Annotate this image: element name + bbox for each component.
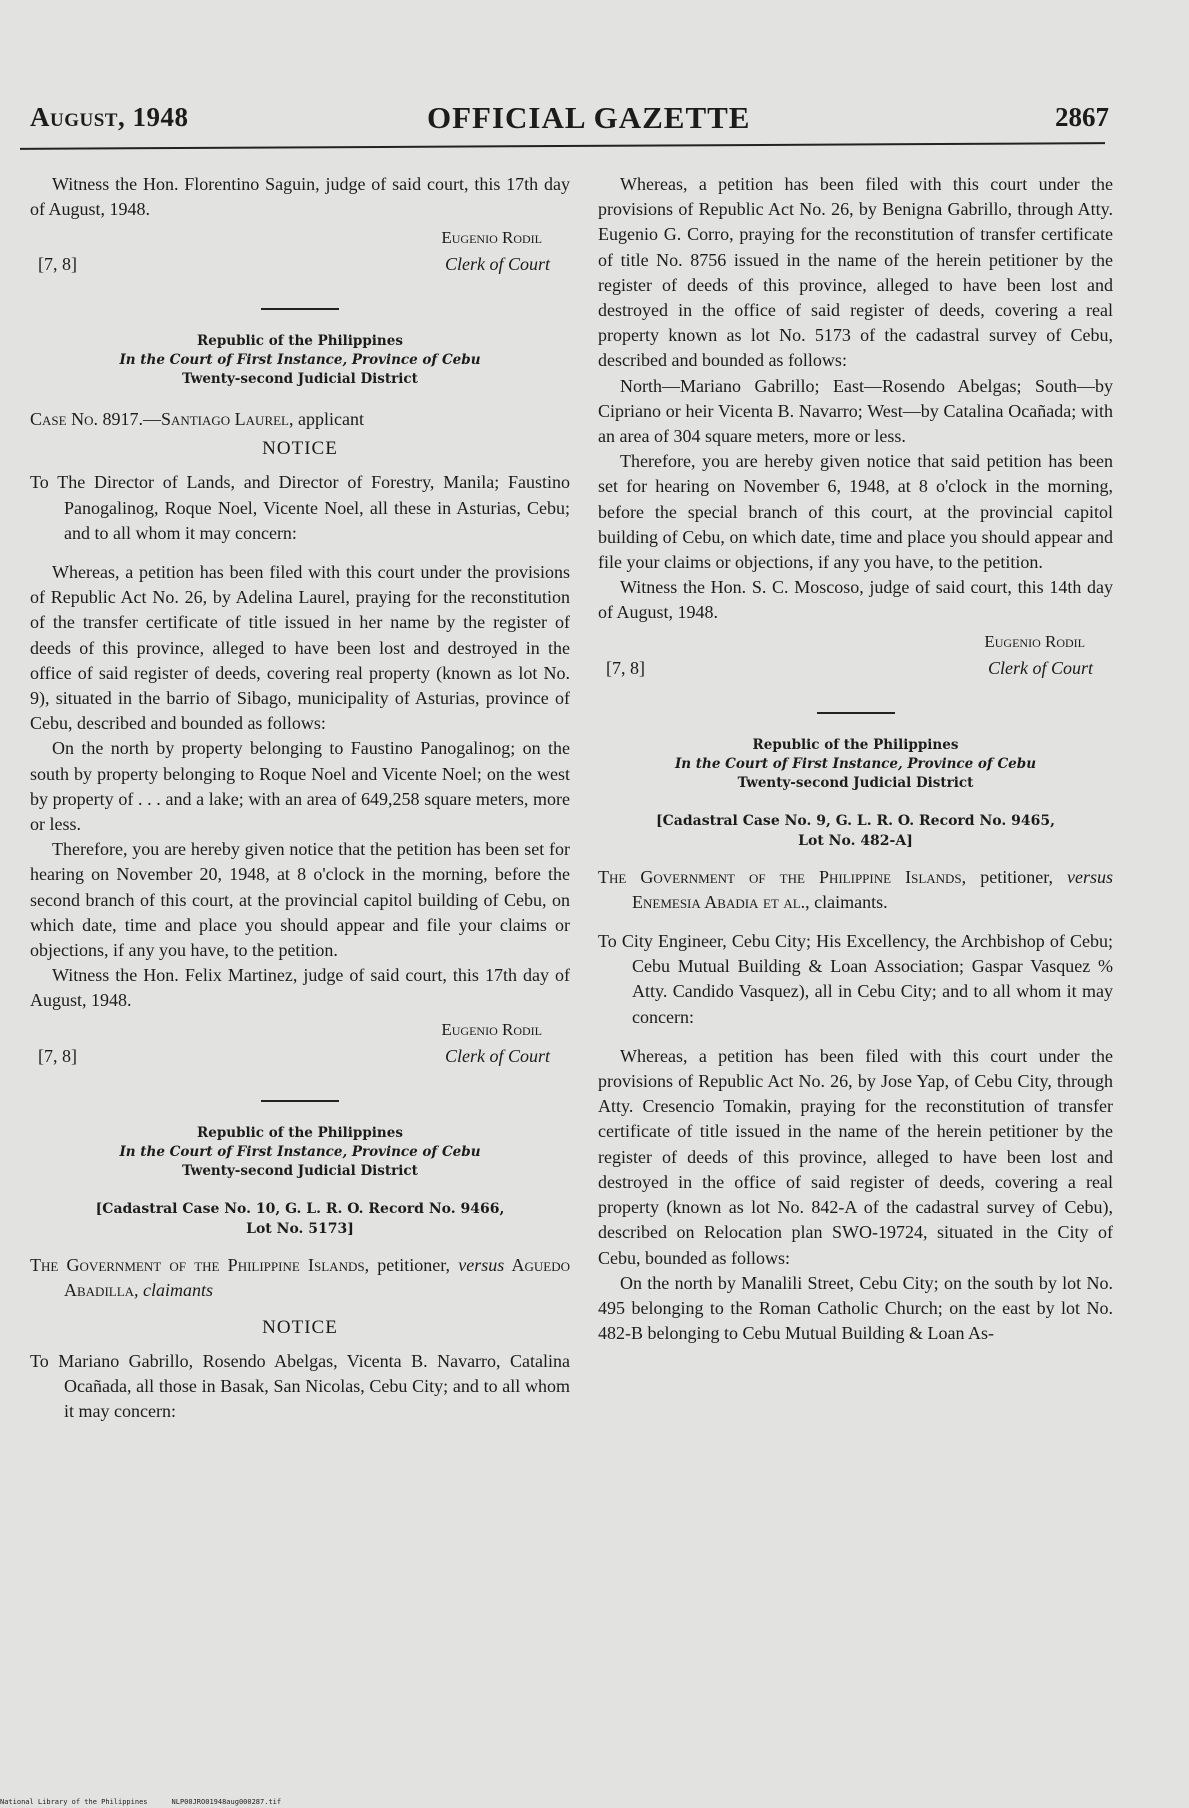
body-paragraph: Therefore, you are hereby given notice that the petition has been set for hearing on November 20, 1948, at 8 o'clock in the morning, before the second branch of this court, at the provincial capitol building of Cebu, on which date, time and place you should appear and file your claims or objections, if any you have, to the petition. bbox=[30, 839, 570, 961]
header-rule bbox=[20, 142, 1105, 150]
issue-reference: [7, 8] bbox=[606, 657, 645, 678]
witness-paragraph: Witness the Hon. Florentino Saguin, judge of said court, this 17th day of August, 1948. bbox=[30, 174, 570, 220]
issue-reference: [7, 8] bbox=[38, 1045, 77, 1066]
body-paragraph: North—Mariano Gabrillo; East—Rosendo Abelgas; South—by Cipriano or heir Vicenta B. Navarro; West—by Catalina Ocañada; with an area of 304 square meters, more or less. bbox=[598, 375, 1113, 447]
court-heading bbox=[30, 332, 570, 389]
scan-filename: NLP00JRO01948aug000287.tif bbox=[171, 1798, 282, 1806]
petitioner-label: , petitioner, bbox=[961, 866, 1067, 887]
body-paragraph: On the north by Manalili Street, Cebu City; on the south by lot No. 495 belonging to the Roman Catholic Church; on the east by lot No. 482-B belonging to Cebu Mutual Building & Loan As- bbox=[598, 1272, 1113, 1344]
library-credit: National Library of the Philippines bbox=[0, 1798, 148, 1806]
claimant-name: Aguedo Abadilla bbox=[64, 1254, 570, 1300]
court-line-3: Twenty-second Judicial District bbox=[182, 371, 418, 388]
petitioner-name: The Government of the Philippine Islands bbox=[30, 1254, 365, 1275]
case-record-line-1: [Cadastral Case No. 10, G. L. R. O. Record No. 9466, bbox=[95, 1200, 505, 1217]
court-line-2: In the Court of First Instance, Province of Cebu bbox=[674, 755, 1037, 772]
court-line-3: Twenty-second Judicial District bbox=[182, 1162, 418, 1179]
witness-paragraph: Witness the Hon. Felix Martinez, judge of said court, this 17th day of August, 1948. bbox=[30, 965, 570, 1011]
applicant-name: Santiago Laurel bbox=[160, 409, 289, 430]
body-paragraph: On the north by property belonging to Faustino Panogalinog; on the south by property belonging to Roque Noel and Vicente Noel; on the west by property of . . . and a lake; with an area of 649,258 square meters, more or less. bbox=[30, 738, 570, 835]
issue-date: August, 1948 bbox=[30, 102, 189, 132]
case-record-line-2: Lot No. 482-A] bbox=[798, 832, 913, 849]
signatory-name: Eugenio Rodil bbox=[984, 631, 1085, 651]
petitioner-name: The Government of the Philippine Islands bbox=[598, 866, 962, 887]
claimant-label: , claimants bbox=[134, 1279, 214, 1300]
body-paragraph: Therefore, you are hereby given notice that said petition has been set for hearing on November 6, 1948, at 8 o'clock in the morning, before the special branch of this court, at the provincial capitol building of Cebu, on which date, time and place you should appear and file your claims or objections, if any you have, to the petition. bbox=[598, 451, 1113, 573]
court-line-3: Twenty-second Judicial District bbox=[737, 774, 974, 791]
section-divider bbox=[261, 1100, 339, 1102]
issue-reference: [7, 8] bbox=[38, 254, 77, 275]
left-column bbox=[30, 172, 570, 1439]
page-number: 2867 bbox=[1055, 102, 1109, 132]
signatory-role: Clerk of Court bbox=[987, 657, 1093, 678]
signatory-role: Clerk of Court bbox=[444, 1045, 550, 1066]
addressee-paragraph: To Mariano Gabrillo, Rosendo Abelgas, Vicenta B. Navarro, Catalina Ocañada, all those in Basak, San Nicolas, Cebu City; and to all whom it may concern: bbox=[30, 1351, 570, 1422]
section-divider bbox=[817, 712, 895, 714]
case-record bbox=[598, 811, 1113, 851]
parties-paragraph bbox=[598, 865, 1113, 915]
court-line-1: Republic of the Philippines bbox=[197, 1124, 403, 1141]
court-line-2: In the Court of First Instance, Province of Cebu bbox=[119, 1143, 481, 1160]
case-record bbox=[30, 1199, 570, 1239]
versus-label: versus bbox=[458, 1254, 505, 1275]
case-record-line-2: Lot No. 5173] bbox=[246, 1220, 354, 1237]
applicant-suffix: , applicant bbox=[289, 409, 364, 430]
signature-block bbox=[30, 228, 570, 286]
page-header bbox=[22, 100, 1109, 140]
signature-block bbox=[598, 632, 1113, 690]
court-line-2: In the Court of First Instance, Province of Cebu bbox=[119, 352, 481, 369]
witness-paragraph: Witness the Hon. S. C. Moscoso, judge of said court, this 14th day of August, 1948. bbox=[598, 577, 1113, 623]
body-paragraph: Whereas, a petition has been filed with this court under the provisions of Republic Act No. 26, by Adelina Laurel, praying for the reconstitution of the transfer certificate of title issued in her name by the register of deeds of this province, alleged to have been lost and destroyed in the office of said register of deeds, covering real property (known as lot No. 9), situated in the barrio of Sibago, municipality of Asturias, province of Cebu, described and bounded as follows: bbox=[30, 562, 570, 734]
publication-title: OFFICIAL GAZETTE bbox=[427, 100, 751, 135]
claimant-name: Enemesia Abadia et al. bbox=[632, 891, 806, 912]
court-line-1: Republic of the Philippines bbox=[752, 736, 959, 753]
court-heading bbox=[30, 1124, 570, 1181]
addressee-paragraph: To City Engineer, Cebu City; His Excellency, the Archbishop of Cebu; Cebu Mutual Building & Loan Association; Gaspar Vasquez % Atty. Candido Vasquez), all in Cebu City; and to all whom it may concern: bbox=[598, 931, 1113, 1027]
case-label: Case No. 8917.— bbox=[30, 409, 161, 430]
signatory-role: Clerk of Court bbox=[444, 254, 550, 275]
petitioner-label: , petitioner, bbox=[364, 1254, 459, 1275]
addressee-paragraph: To The Director of Lands, and Director of Forestry, Manila; Faustino Panogalinog, Roque Noel, Vicente Noel, all these in Asturias, Cebu; and to all whom it may concern: bbox=[30, 472, 570, 543]
signatory-name: Eugenio Rodil bbox=[441, 228, 542, 248]
parties-paragraph bbox=[30, 1253, 570, 1303]
notice-heading: NOTICE bbox=[262, 438, 338, 460]
section-divider bbox=[261, 308, 339, 310]
body-paragraph: Whereas, a petition has been filed with this court under the provisions of Republic Act No. 26, by Benigna Gabrillo, through Atty. Eugenio G. Corro, praying for the reconstitution of transfer certificate of title No. 8756 issued in the name of the herein petitioner by the register of deeds of this province, alleged to have been lost and destroyed in the office of said register of deeds, covering a real property known as lot No. 5173 of the cadastral survey of Cebu, described and bounded as follows: bbox=[598, 174, 1113, 371]
body-paragraph: Whereas, a petition has been filed with this court under the provisions of Republic Act No. 26, by Jose Yap, of Cebu City, through Atty. Cresencio Tomakin, praying for the reconstitution of transfer certificate of title issued in the name of the herein petitioner by the register of deeds of this province, alleged to have been lost and destroyed in the office of said register of deeds, covering a real property (known as lot No. 842-A of the cadastral survey of Cebu), described on Relocation plan SWO-19724, situated in the City of Cebu, bounded as follows: bbox=[598, 1045, 1113, 1268]
court-heading bbox=[598, 736, 1113, 793]
case-record-line-1: [Cadastral Case No. 9, G. L. R. O. Record No. 9465, bbox=[656, 812, 1055, 829]
claimant-label: , claimants. bbox=[805, 891, 888, 912]
versus-label: versus bbox=[1067, 866, 1113, 887]
scan-footer bbox=[0, 1798, 305, 1806]
signature-block bbox=[30, 1020, 570, 1078]
signatory-name: Eugenio Rodil bbox=[441, 1019, 542, 1039]
court-line-1: Republic of the Philippines bbox=[197, 333, 403, 350]
right-column bbox=[598, 172, 1113, 1346]
notice-heading: NOTICE bbox=[262, 1317, 338, 1339]
case-title bbox=[30, 407, 570, 432]
